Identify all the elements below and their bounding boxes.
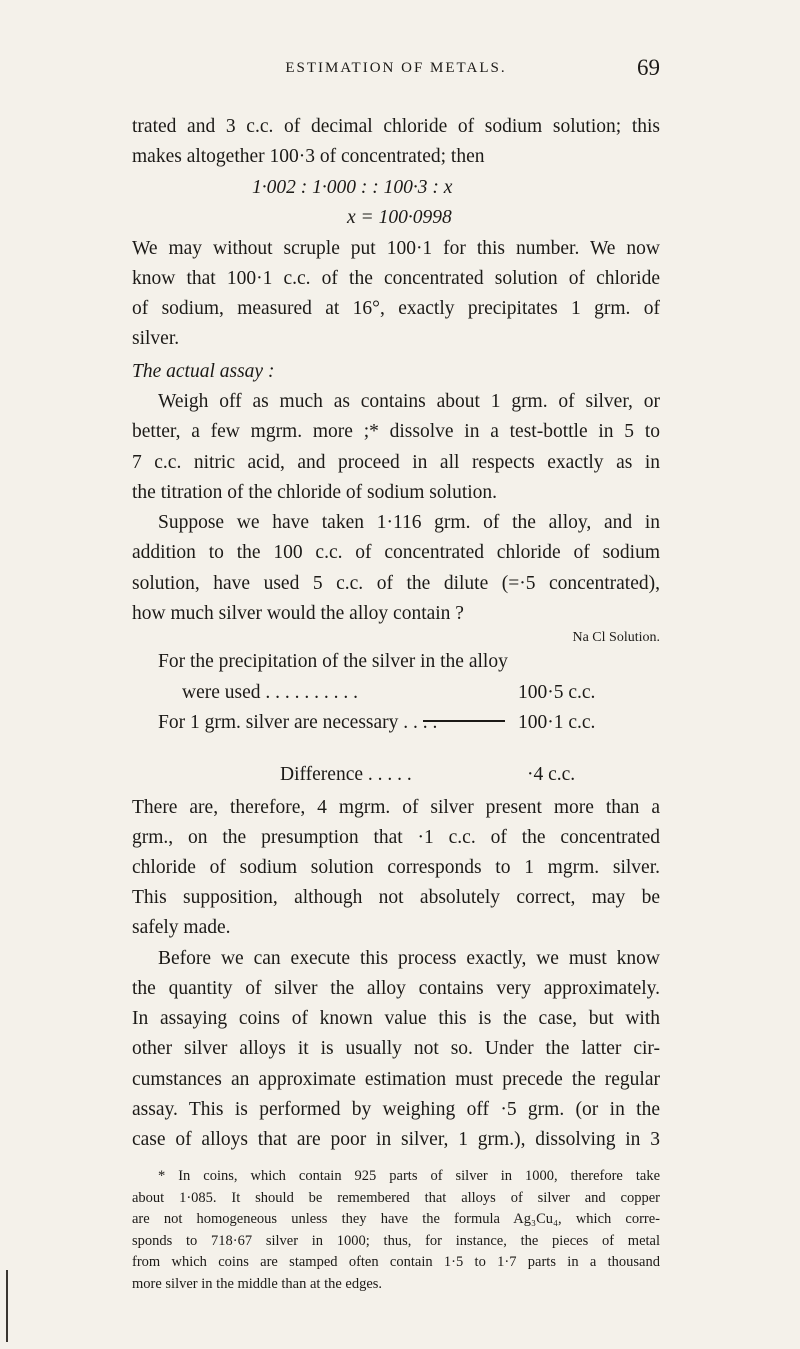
footnote-line: are not homogeneous unless they have the formula Ag₃Cu₄, which corre- <box>132 1211 660 1227</box>
text-line: case of alloys that are poor in silver, 1 grm.), dissolving in 3 <box>132 1129 660 1150</box>
text-line: cumstances an approximate estimation must precede the regular <box>132 1069 660 1090</box>
text-line: better, a few mgrm. more ;* dissolve in a test-bottle in 5 to <box>132 421 660 442</box>
text-line: know that 100·1 c.c. of the concentrated solution of chloride <box>132 268 660 289</box>
text-line: the titration of the chloride of sodium solution. <box>132 482 498 503</box>
binding-edge-mark <box>6 1270 8 1342</box>
text-line: This supposition, although not absolutely correct, may be <box>132 887 660 908</box>
running-title: ESTIMATION OF METALS. <box>285 60 507 76</box>
text-line: safely made. <box>132 917 231 938</box>
table-row-label: were used . . . . . . . . . . <box>182 682 359 703</box>
text-line: how much silver would the alloy contain ? <box>132 603 464 624</box>
page-number: 69 <box>637 55 660 80</box>
text-line: the quantity of silver the alloy contains very approximately. <box>132 978 660 999</box>
text-line: grm., on the presumption that ·1 c.c. of the concentrated <box>132 827 660 848</box>
footnote-line: from which coins are stamped often contain 1·5 to 1·7 parts in a thousand <box>132 1254 660 1270</box>
table-column-label: Na Cl Solution. <box>572 630 660 645</box>
table-row-label: For 1 grm. silver are necessary . . . . <box>158 712 438 733</box>
text-line: other silver alloys it is usually not so. Under the latter cir- <box>132 1038 660 1059</box>
text-line: silver. <box>132 328 180 349</box>
footnote-line: * In coins, which contain 925 parts of silver in 1000, therefore take <box>158 1168 660 1184</box>
sum-rule <box>423 720 505 722</box>
result-equation: x = 100·0998 <box>347 207 452 228</box>
text-line: addition to the 100 c.c. of concentrated chloride of sodium <box>132 542 660 563</box>
section-heading: The actual assay : <box>132 361 275 382</box>
text-line: Suppose we have taken 1·116 grm. of the alloy, and in <box>158 512 660 533</box>
table-value: 100·1 c.c. <box>518 712 596 733</box>
table-value: 100·5 c.c. <box>518 682 596 703</box>
difference-value: ·4 c.c. <box>527 764 576 785</box>
proportion-equation: 1·002 : 1·000 : : 100·3 : x <box>252 177 453 198</box>
running-header <box>132 55 660 86</box>
text-line: Weigh off as much as contains about 1 grm. of silver, or <box>158 391 660 412</box>
text-line: of sodium, measured at 16°, exactly precipitates 1 grm. of <box>132 298 660 319</box>
text-line: There are, therefore, 4 mgrm. of silver present more than a <box>132 797 660 818</box>
text-line: solution, have used 5 c.c. of the dilute (=·5 concentrated), <box>132 573 660 594</box>
footnote-line: about 1·085. It should be remembered that alloys of silver and copper <box>132 1190 660 1206</box>
table-row-label: For the precipitation of the silver in the alloy <box>158 651 508 672</box>
difference-label: Difference . . . . . <box>280 764 412 785</box>
text-line: assay. This is performed by weighing off ·5 grm. (or in the <box>132 1099 660 1120</box>
text-line: Before we can execute this process exactly, we must know <box>158 948 660 969</box>
text-line: chloride of sodium solution corresponds to 1 mgrm. silver. <box>132 857 660 878</box>
footnote-line: sponds to 718·67 silver in 1000; thus, for instance, the pieces of metal <box>132 1233 660 1249</box>
footnote-line: more silver in the middle than at the edges. <box>132 1276 383 1292</box>
text-line: In assaying coins of known value this is the case, but with <box>132 1008 660 1029</box>
text-line: We may without scruple put 100·1 for this number. We now <box>132 238 660 259</box>
text-line: 7 c.c. nitric acid, and proceed in all respects exactly as in <box>132 452 660 473</box>
text-line: makes altogether 100·3 of concentrated; then <box>132 146 485 167</box>
text-line: trated and 3 c.c. of decimal chloride of sodium solution; this <box>132 116 660 137</box>
